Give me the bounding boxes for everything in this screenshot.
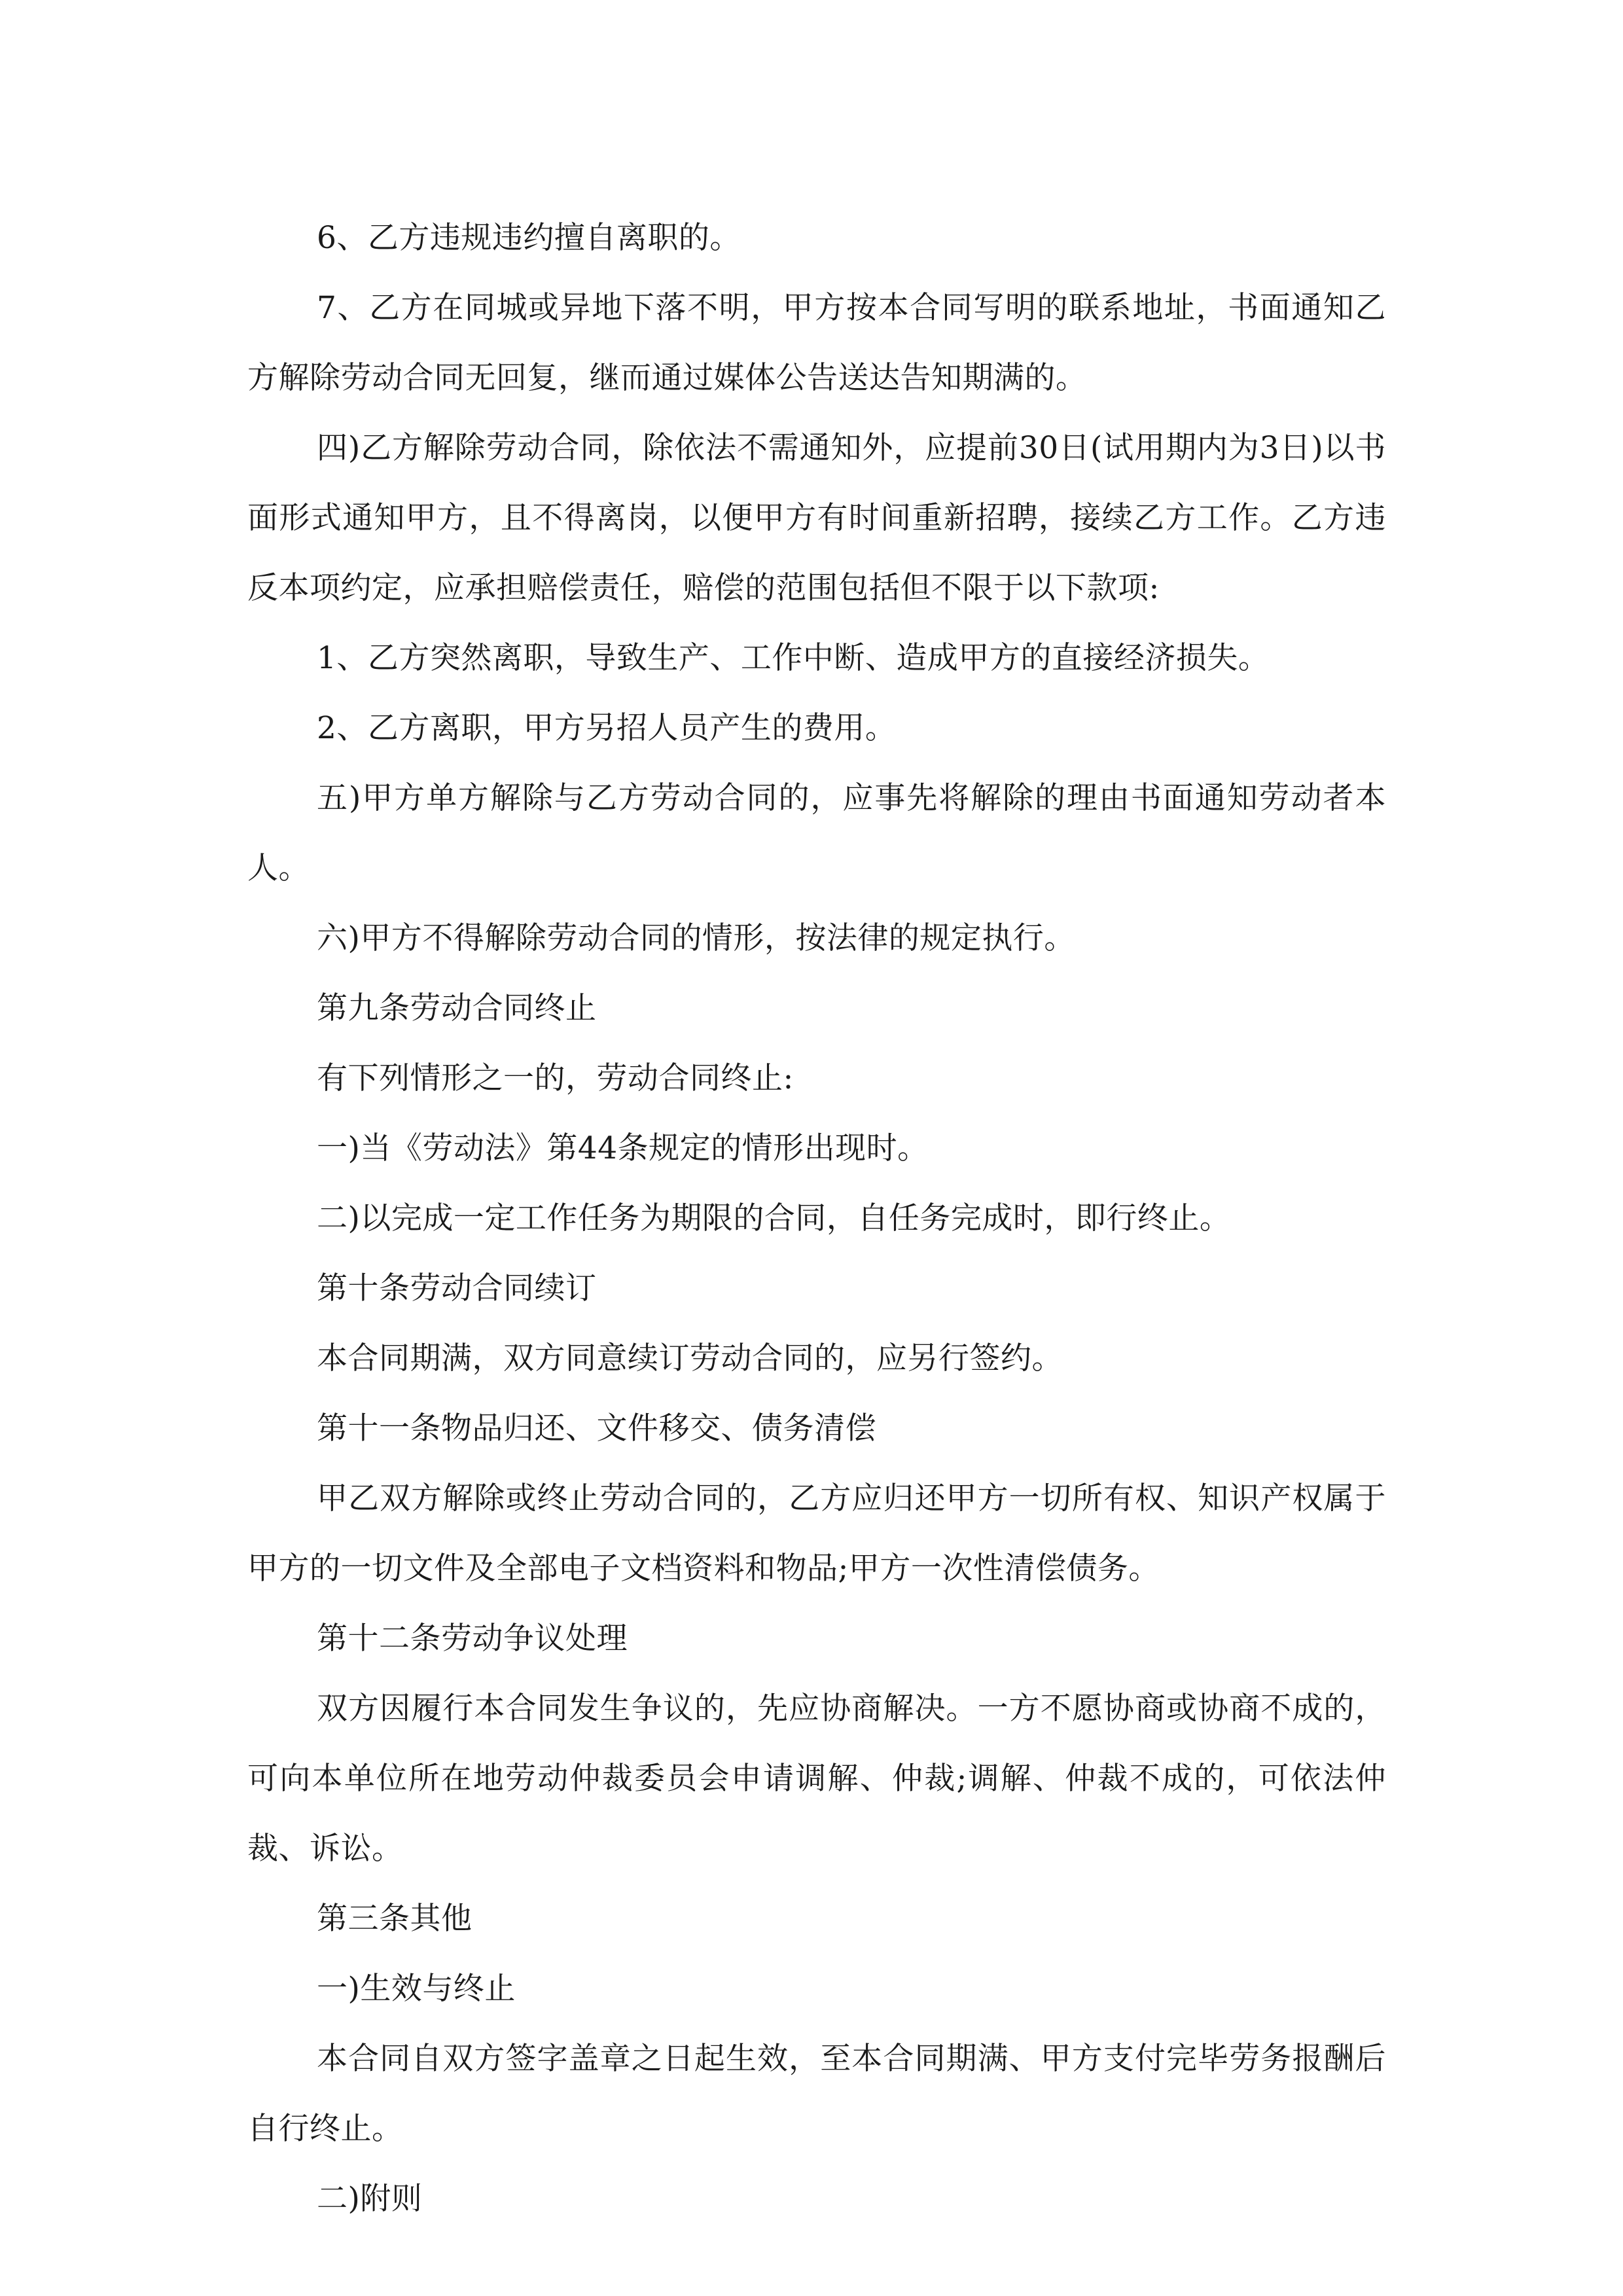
paragraph-clause-4: 四)乙方解除劳动合同，除依法不需通知外，应提前30日(试用期内为3日)以书面形式通知甲方，且不得离岗，以便甲方有时间重新招聘，接续乙方工作。乙方违反本项约定，应承担赔偿责任，赔偿的范围包括但不限于以下款项: xyxy=(247,430,1386,606)
article-10-body: 本合同期满，双方同意续订劳动合同的，应另行签约。 xyxy=(317,1340,1063,1376)
article-9-clause-1: 一)当《劳动法》第44条规定的情形出现时。 xyxy=(317,1130,929,1166)
article-3-clause-1: 一)生效与终止 xyxy=(317,1971,516,2007)
article-3-heading: 第三条其他 xyxy=(317,1901,473,1937)
article-11-body: 甲乙双方解除或终止劳动合同的，乙方应归还甲方一切所有权、知识产权属于甲方的一切文件及全部电子文档资料和物品;甲方一次性清偿债务。 xyxy=(247,1480,1386,1587)
paragraph-item-2: 2、乙方离职，甲方另招人员产生的费用。 xyxy=(317,710,897,746)
paragraph-item-7: 7、乙方在同城或异地下落不明，甲方按本合同写明的联系地址，书面通知乙方解除劳动合同无回复，继而通过媒体公告送达告知期满的。 xyxy=(247,290,1386,396)
article-3-clause-1-body: 本合同自双方签字盖章之日起生效，至本合同期满、甲方支付完毕劳务报酬后自行终止。 xyxy=(247,2041,1386,2147)
article-12-body: 双方因履行本合同发生争议的，先应协商解决。一方不愿协商或协商不成的，可向本单位所在地劳动仲裁委员会申请调解、仲裁;调解、仲裁不成的，可依法仲裁、诉讼。 xyxy=(247,1691,1386,1867)
paragraph-clause-5: 五)甲方单方解除与乙方劳动合同的，应事先将解除的理由书面通知劳动者本人。 xyxy=(247,780,1386,886)
article-9-heading: 第九条劳动合同终止 xyxy=(317,990,597,1026)
article-10-heading: 第十条劳动合同续订 xyxy=(317,1270,597,1306)
paragraph-clause-6: 六)甲方不得解除劳动合同的情形，按法律的规定执行。 xyxy=(317,920,1075,956)
document-body xyxy=(247,203,1386,2234)
article-9-intro: 有下列情形之一的，劳动合同终止: xyxy=(317,1060,794,1096)
paragraph-item-6: 6、乙方违规违约擅自离职的。 xyxy=(317,220,741,256)
paragraph-item-1: 1、乙方突然离职，导致生产、工作中断、造成甲方的直接经济损失。 xyxy=(317,640,1270,676)
article-3-clause-2: 二)附则 xyxy=(317,2181,423,2217)
article-12-heading: 第十二条劳动争议处理 xyxy=(317,1621,628,1657)
article-9-clause-2: 二)以完成一定工作任务为期限的合同，自任务完成时，即行终止。 xyxy=(317,1200,1231,1236)
article-11-heading: 第十一条物品归还、文件移交、债务清偿 xyxy=(317,1410,876,1446)
